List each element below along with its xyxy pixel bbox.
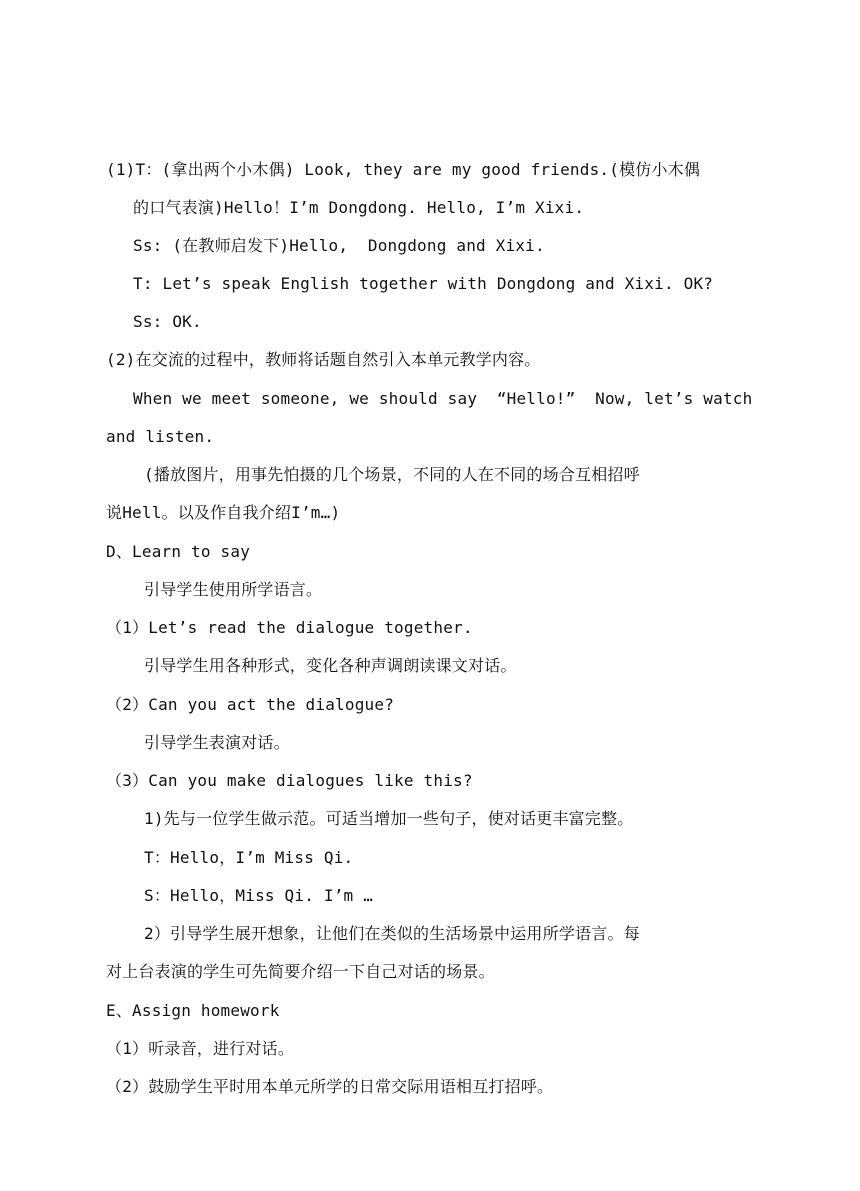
text-line: 说Hell。以及作自我介绍I’m…) — [106, 503, 341, 522]
text-line: （2）鼓励学生平时用本单元所学的日常交际用语相互打招呼。 — [106, 1077, 554, 1096]
section-heading: E、Assign homework — [106, 1001, 280, 1020]
text-line: S：Hello，Miss Qi. I’m … — [144, 886, 374, 905]
text-line: （3）Can you make dialogues like this? — [106, 771, 473, 790]
text-line: (2)在交流的过程中，教师将话题自然引入本单元教学内容。 — [106, 350, 541, 369]
text-line: Ss: OK. — [133, 312, 202, 331]
text-line: Ss: (在教师启发下)Hello, Dongdong and Xixi. — [133, 236, 545, 255]
text-line: （2）Can you act the dialogue? — [106, 695, 395, 714]
text-line: 引导学生表演对话。 — [144, 733, 290, 752]
text-line: 2）引导学生展开想象，让他们在类似的生活场景中运用所学语言。每 — [144, 924, 640, 943]
text-line: （1）听录音，进行对话。 — [106, 1039, 295, 1058]
text-line: (1)T：(拿出两个小木偶) Look, they are my good friends.(模仿小木偶 — [106, 160, 701, 179]
text-line: T：Hello，I’m Miss Qi. — [144, 848, 354, 867]
text-line: 引导学生使用所学语言。 — [144, 580, 323, 599]
text-line: 的口气表演)Hello！I’m Dongdong. Hello, I’m Xixi. — [133, 198, 585, 217]
text-line: T: Let’s speak English together with Dongdong and Xixi. OK? — [133, 274, 714, 293]
text-line: 对上台表演的学生可先简要介绍一下自己对话的场景。 — [106, 962, 495, 981]
text-line: 引导学生用各种形式，变化各种声调朗读课文对话。 — [144, 656, 517, 675]
text-line: (播放图片，用事先怕摄的几个场景，不同的人在不同的场合互相招呼 — [144, 465, 640, 484]
text-line: When we meet someone, we should say “Hello!” Now, let’s watch — [133, 389, 753, 408]
section-heading: D、Learn to say — [106, 542, 251, 561]
text-line: （1）Let’s read the dialogue together. — [106, 618, 473, 637]
text-line: 1)先与一位学生做示范。可适当增加一些句子，使对话更丰富完整。 — [144, 809, 634, 828]
text-line: and listen. — [106, 427, 215, 446]
